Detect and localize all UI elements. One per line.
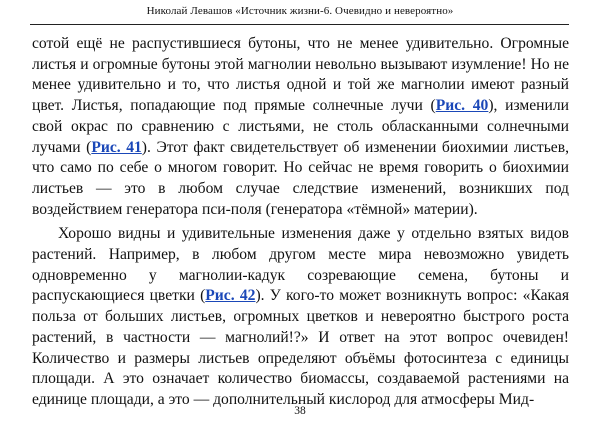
paragraph-text: сотой ещё не распустившиеся бутоны, что не менее удивительно. Огромные листья и огромные бутоны этой магнолии невольно вызывают изумление! Но не менее удивительно и то, что листья одной и той же магнолии имеют разный цвет. Листья, попадающие под прямые солнечные лучи ( — [32, 35, 569, 115]
paragraph-text: ). У кого-то может возникнуть вопрос: «Какая польза от больших листьев, огромных цветков и невероятно быстрого роста растений, в частности — магнолий!?» И ответ на этот вопрос очевиден! Количество и размеры листьев определяют объёмы фотосинтеза с единицы площади. А это означает количество биомассы, создаваемой растениями на единице площади, а это — дополнительный кислород для атмосферы Мид- — [32, 287, 569, 408]
paragraph-1 — [32, 34, 569, 220]
figure-link-42[interactable]: Рис. 42 — [205, 287, 256, 305]
figure-link-41[interactable]: Рис. 41 — [91, 138, 142, 156]
running-header: Николай Левашов «Источник жизни-6. Очевидно и невероятно» — [146, 5, 454, 17]
page-number: 38 — [294, 405, 306, 417]
paragraph-text: Хорошо видны и удивительные изменения даже у отдельно взятых видов растений. Например, в любом другом месте мира невозможно увидеть одновременно у магнолии-кадук созревающие семена, бутоны и распускающиеся цветки ( — [32, 225, 569, 305]
header-divider — [30, 24, 569, 25]
paragraph-text: ), изменили свой окрас по сравнению с листьями, не столь обласканными солнечными лучами ( — [32, 97, 569, 156]
paragraph-text: ). Этот факт свидетельствует об изменении биохимии листьев, что само по себе о многом говорит. Но сейчас не время говорить о биохимии листьев — это в любом случае следствие изменений, возникших под воздействием генератора пси-поля (генератора «тёмной» материи). — [32, 138, 569, 218]
figure-link-40[interactable]: Рис. 40 — [435, 97, 489, 115]
paragraph-2 — [32, 224, 569, 410]
body-text — [32, 34, 569, 411]
